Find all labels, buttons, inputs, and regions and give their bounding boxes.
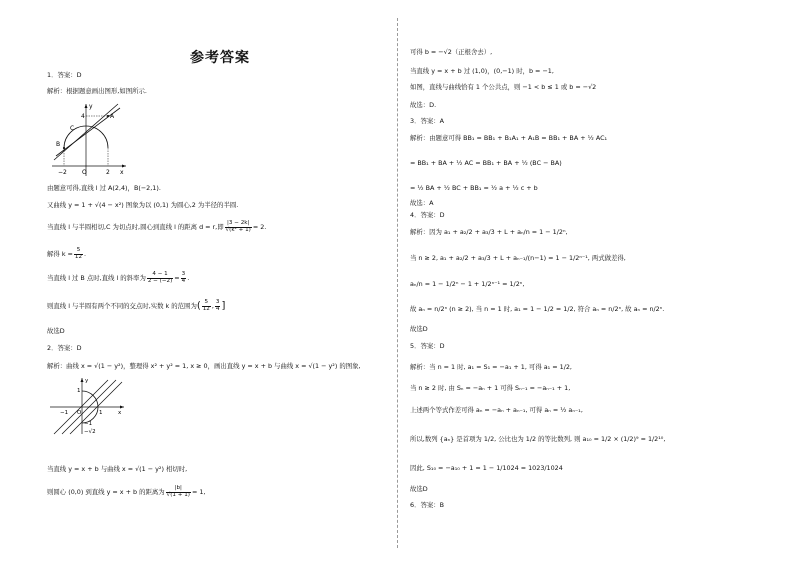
q2-figure	[48, 376, 128, 436]
q1-line-6: 则直线 l 与半圆有两个不同的交点时,实数 k 的范围为( $\frac{5}{12}$ , $\frac{3}{4}$ ]	[47, 299, 226, 312]
fig1-label-2: 2	[106, 169, 110, 176]
fig1-label-x: x	[120, 169, 124, 176]
q5-line-3: 上述两个等式作差可得 aₙ = −aₙ + aₙ₋₁, 可得 aₙ = ½ aₙ₋₁,	[410, 406, 583, 414]
column-divider	[397, 18, 398, 548]
q1-choice: 故选D	[47, 327, 65, 335]
q4-choice: 故选D	[410, 325, 428, 333]
q1-line-2: 又曲线 y = 1 + √(4 − x²) 图象为以 (0,1) 为圆心,2 为半径的半圆.	[47, 201, 239, 209]
fig2-label-neg1-x: −1	[60, 410, 69, 416]
q5-answer: 5．答案：D	[410, 342, 445, 350]
q4-line-4: 故 aₙ = n/2ⁿ (n ≥ 2), 当 n = 1 时, a₁ = 1 − 1/2 = 1/2, 符合 aₙ = n/2ⁿ, 故 aₙ = n/2ⁿ.	[410, 305, 665, 313]
fig2-label-neg1-y: −1	[84, 421, 93, 427]
fig1-label-4: 4	[81, 113, 85, 120]
fig1-label-y: y	[89, 103, 93, 110]
fig2-label-x: x	[118, 410, 122, 416]
r-line-3: 如图，直线与曲线恰有 1 个公共点，则 −1 < b ≤ 1 或 b = −√2	[410, 83, 597, 91]
q1-line-3: 当直线 l 与半圆相切,C 为切点时,圆心到直线 l 的距离 d = r,即 $\frac{|3 - 2k|}{\text{√(k² + 1)}}$ = 2.	[47, 220, 267, 233]
q2-line-1: 当直线 y = x + b 与曲线 x = √(1 − y²) 相切时,	[47, 465, 188, 473]
q1-figure	[48, 100, 128, 178]
q5-line-4: 所以,数列 {aₙ} 是首项为 1/2, 公比也为 1/2 的等比数列, 则 a₁₀ = 1/2 × (1/2)⁹ = 1/2¹⁰,	[410, 435, 666, 443]
q2-choice: 故选：D.	[410, 101, 437, 109]
q4-answer: 4．答案：D	[410, 211, 445, 219]
q2-answer: 2．答案：D	[47, 344, 82, 352]
q5-line-1: 解析：当 n = 1 时, a₁ = S₁ = −a₁ + 1, 可得 a₁ = 1/2,	[410, 363, 572, 371]
r-line-1: 可得 b = −√2（正根舍去）,	[410, 48, 493, 56]
fig1-label-origin: O	[82, 169, 87, 176]
q3-line-1: 解析：由题意可得 BB₁ = BB₁ + B₁A₁ + A₁B = BB₁ + BA + ½ AC₁	[410, 134, 608, 142]
r-line-2: 当直线 y = x + b 过 (1,0)，(0,−1) 时，b = −1,	[410, 67, 554, 75]
q3-line-3: = ½ BA + ½ BC + BB₁ = ½ a + ½ c + b	[410, 184, 538, 192]
q1-line-4: 解得 k = $\frac{5}{12}$ .	[47, 247, 87, 260]
q5-line-5: 因此, S₁₀ = −a₁₀ + 1 = 1 − 1/1024 = 1023/1024	[410, 464, 563, 472]
q2-analysis: 解析：曲线 x = √(1 − y²)，整理得 x² + y² = 1, x ≥ 0，画出直线 y = x + b 与曲线 x = √(1 − y²) 的图象,	[47, 362, 361, 370]
q4-line-1: 解析：因为 a₁ + a₂/2 + a₃/3 + L + aₙ/n = 1 − 1/2ⁿ,	[410, 228, 568, 236]
q3-choice: 故选：A	[410, 199, 434, 207]
q1-line-5: 当直线 l 过 B 点时,直线 l 的斜率为 $\frac{4 - 1}{2 - (-2)}$ = $\frac{3}{4}$ .	[47, 271, 190, 284]
q5-line-2: 当 n ≥ 2 时, 由 Sₙ = −aₙ + 1 可得 Sₙ₋₁ = −aₙ₋₁ + 1,	[410, 384, 571, 392]
fig2-label-1-right: 1	[99, 410, 103, 416]
q5-choice: 故选D	[410, 485, 428, 493]
q4-line-2: 当 n ≥ 2, a₁ + a₂/2 + a₃/3 + L + aₙ₋₁/(n−1) = 1 − 1/2ⁿ⁻¹, 两式做差得,	[410, 254, 626, 262]
q1-analysis: 解析：根据题意画出图形,如图所示.	[47, 87, 147, 95]
q3-answer: 3．答案：A	[410, 117, 444, 125]
q6-answer: 6．答案：B	[410, 501, 445, 509]
fig1-label-b: B	[56, 141, 61, 148]
fig2-label-y: y	[85, 378, 89, 384]
q4-line-3: aₙ/n = 1 − 1/2ⁿ − 1 + 1/2ⁿ⁻¹ = 1/2ⁿ,	[410, 280, 525, 288]
q3-line-2: = BB₁ + BA + ½ AC = BB₁ + BA + ½ (BC − BA)	[410, 159, 562, 167]
fig1-label-neg2: −2	[58, 169, 67, 176]
fig2-label-1-top: 1	[77, 388, 81, 394]
q1-line-1: 由题意可得,直线 l 过 A(2,4)，B(−2,1).	[47, 184, 161, 192]
q2-line-2: 则圆心 (0,0) 到直线 y = x + b 的距离为 $\frac{|b|}{√(1 + 1)}$ = 1,	[47, 485, 206, 498]
fig2-label-origin: O	[77, 410, 82, 416]
fig2-label-neg-sqrt2: −√2	[84, 429, 96, 435]
fig1-label-a: A	[110, 113, 115, 120]
fig1-label-c: C	[70, 125, 75, 132]
q1-answer: 1．答案：D	[47, 71, 82, 79]
page-title: 参考答案	[190, 50, 250, 66]
